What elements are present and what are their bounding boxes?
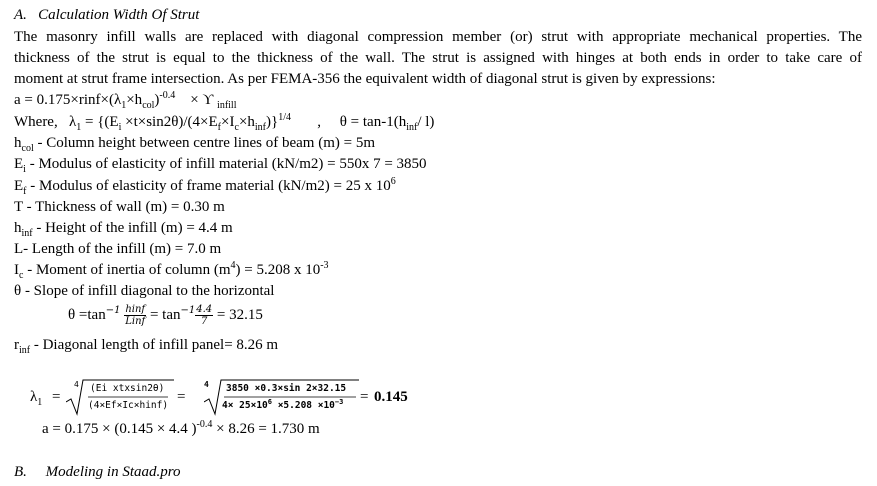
- root-index-2: 4: [204, 380, 209, 389]
- lambda-eq3: =: [360, 389, 369, 405]
- lambda-den2: $4\times 25\times 10^6 \times 5.208 \times 10^{-3}$: [222, 397, 344, 411]
- theta-frac1: $\frac{\text{hinf}}{\text{Linf}}$: [125, 304, 146, 327]
- eq-a-pre: a = 0.175×rinf×(λ: [14, 92, 122, 108]
- final-a-exp: -0.4: [196, 419, 213, 430]
- lambda-num2: 3850 ×0.3×sin 2×32.15: [226, 383, 347, 394]
- def-l: L- Length of the infill (m) = 7.0 m: [14, 241, 222, 257]
- def-t: T - Thickness of wall (m) = 0.30 m: [14, 199, 225, 215]
- where-theta-end: / l): [417, 114, 435, 130]
- eq-a-sub2: col: [142, 100, 155, 111]
- theta-inv1: −1: [105, 304, 121, 316]
- where-lambda: λ: [68, 114, 77, 130]
- where-eq2: ×t×sin2θ)/(4×E: [121, 114, 218, 130]
- lambda-lhs-sub: 1: [37, 397, 43, 408]
- theta-lhs: θ =tan: [68, 306, 106, 323]
- section-b-heading: [14, 463, 181, 481]
- def-ic: $I_c$ - Moment of inertia of column $(m^4) = 5.208$ x $10^{-3}$: [14, 260, 329, 281]
- where-sub-inf: inf: [254, 122, 267, 133]
- eq-a-close: ): [154, 92, 160, 108]
- def-hcol: $h_{col}$ - Column height between centre lines of beam (m) = 5m: [14, 135, 375, 154]
- where-theta: θ = tan-1(h: [339, 114, 407, 130]
- section-b-label: B.: [14, 464, 27, 480]
- lambda-eq1: =: [52, 389, 61, 405]
- eq-a-sub3: infill: [217, 100, 237, 111]
- eq-a-sub1: 1: [121, 100, 127, 111]
- paragraph-line-1: The masonry infill walls are replaced with diagonal compression member (or) strut with appropriate mechanical properties. The: [14, 29, 862, 45]
- lambda-den1: (4×Ef×Ic×hinf): [88, 400, 169, 411]
- where-sub-c: c: [234, 122, 239, 133]
- where-eq3: ×I: [221, 114, 235, 130]
- lambda-result: 0.145: [374, 389, 408, 405]
- def-rinf: $r_{inf}$ - Diagonal length of infill panel= 8.26 m: [14, 337, 279, 356]
- eq-a-times: × ϒ: [190, 92, 214, 108]
- strut-width-formula: [14, 91, 237, 109]
- eq-a-exp: -0.4: [159, 90, 176, 101]
- where-eq4: ×h: [238, 114, 255, 130]
- where-label: Where,: [14, 114, 58, 130]
- def-hinf: $h_{inf}$ - Height of the infill (m) = 4.4 m: [14, 220, 233, 239]
- section-b-title: Modeling in Staad.pro: [45, 464, 181, 480]
- where-exp: 1/4: [278, 112, 291, 123]
- section-a-title: Calculation Width Of Strut: [38, 7, 200, 23]
- theta-eq: = tan: [149, 306, 181, 323]
- paragraph-line-2: thickness of the strut is equal to the thickness of the wall. The strut is assigned with hinges at both ends in order to take care of: [14, 50, 862, 66]
- lambda-eq2: =: [177, 389, 186, 405]
- theta-frac2: $\frac{4.4}{7}$: [196, 304, 213, 327]
- where-comma: ,: [317, 114, 321, 130]
- where-line: [14, 113, 434, 131]
- paragraph-line-3: moment at strut frame intersection. As per FEMA-356 the equivalent width of diagonal strut is given by expressions:: [14, 71, 716, 87]
- where-sub-f: f: [217, 122, 222, 133]
- eq-a-mid: ×h: [126, 92, 143, 108]
- def-theta: θ - Slope of infill diagonal to the horizontal: [14, 283, 275, 299]
- def-ei: $E_i$ - Modulus of elasticity of infill material (kN/m2) = 550x 7 = 3850: [14, 156, 427, 175]
- lambda-num1: (Ei xtxsin2θ): [90, 383, 165, 394]
- final-a-text: a = 0.175 × (0.145 × 4.4 ): [42, 421, 197, 437]
- where-sub-i: i: [118, 122, 122, 133]
- where-theta-sub: inf: [406, 122, 418, 133]
- section-a-label: A.: [14, 7, 27, 23]
- section-a-heading: [14, 6, 199, 24]
- lambda-lhs: λ: [30, 389, 38, 405]
- theta-inv2: −1: [180, 304, 196, 316]
- root-index-1: 4: [74, 380, 79, 389]
- where-eq5: )}: [266, 114, 279, 130]
- where-lambda-sub: 1: [76, 122, 82, 133]
- def-ef: $E_f$ - Modulus of elasticity of frame material (kN/m2) = 25 x $10^6$: [14, 176, 396, 197]
- theta-result: = 32.15: [216, 306, 263, 323]
- where-eq1: = {(E: [85, 114, 119, 130]
- final-strut-width: [42, 420, 320, 438]
- theta-equation: [68, 304, 263, 327]
- final-a-tail: × 8.26 = 1.730 m: [212, 421, 320, 437]
